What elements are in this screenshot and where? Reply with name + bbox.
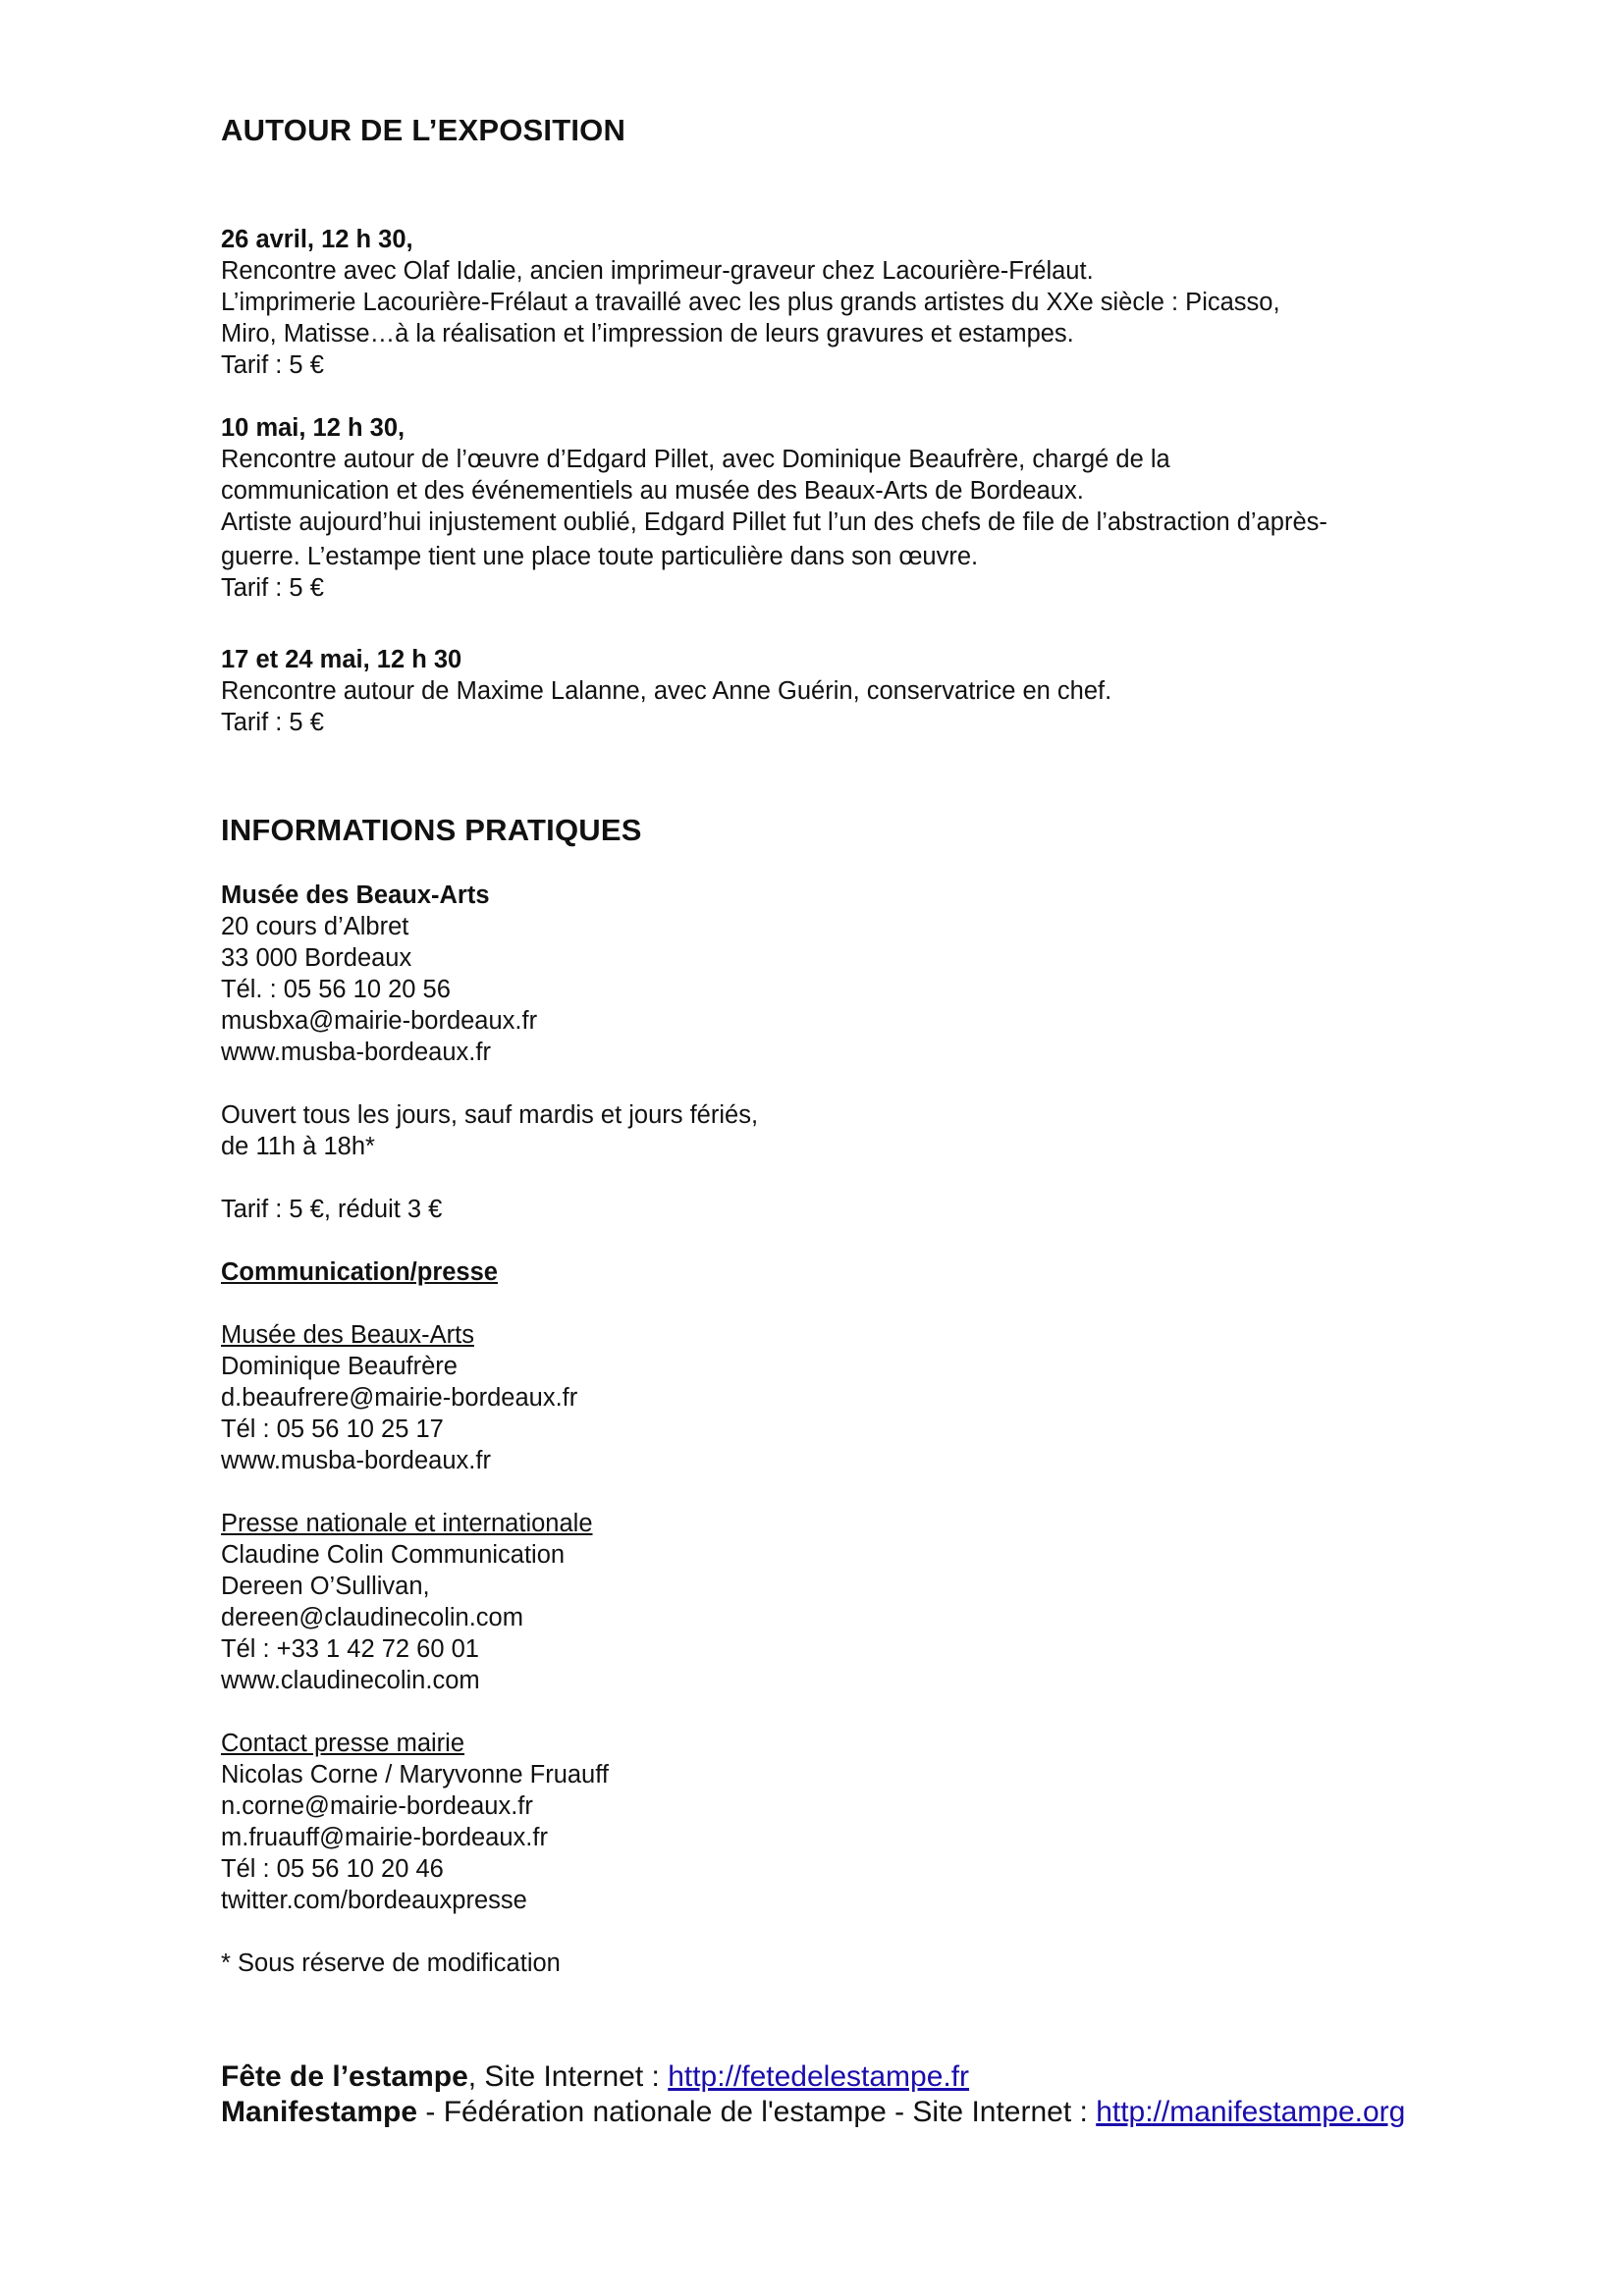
contact-line: twitter.com/bordeauxpresse	[221, 1887, 527, 1914]
event-price: Tarif : 5 €	[221, 351, 324, 379]
event-date: 17 et 24 mai, 12 h 30	[221, 646, 462, 673]
museum-name: Musée des Beaux-Arts	[221, 881, 490, 909]
contact-line: www.musba-bordeaux.fr	[221, 1447, 491, 1474]
museum-info	[221, 880, 537, 1068]
footer-line-manifestampe	[221, 2095, 1405, 2130]
hours-line: Ouvert tous les jours, sauf mardis et jours fériés,	[221, 1101, 759, 1129]
contact-line: Claudine Colin Communication	[221, 1541, 566, 1569]
section-heading-exposition: AUTOUR DE L’EXPOSITION	[221, 113, 626, 147]
opening-hours	[221, 1099, 758, 1162]
event-line: Miro, Matisse…à la réalisation et l’impression de leurs gravures et estampes.	[221, 320, 1074, 347]
contact-line: n.corne@mairie-bordeaux.fr	[221, 1792, 533, 1820]
contact-heading: Contact presse mairie	[221, 1730, 465, 1757]
contact-line: Dereen O’Sullivan,	[221, 1573, 430, 1600]
footer	[221, 2059, 1405, 2130]
contact-block-museum	[221, 1319, 577, 1476]
contact-line: Tél : 05 56 10 25 17	[221, 1415, 444, 1443]
footer-text: , Site Internet :	[467, 2060, 669, 2093]
email-line: musbxa@mairie-bordeaux.fr	[221, 1007, 538, 1035]
contact-line: Nicolas Corne / Maryvonne Fruauff	[221, 1761, 609, 1789]
event-date: 26 avril, 12 h 30,	[221, 226, 413, 253]
contact-line: m.fruauff@mairie-bordeaux.fr	[221, 1824, 548, 1851]
footer-bold-label: Manifestampe	[221, 2096, 418, 2128]
contact-line: Dominique Beaufrère	[221, 1353, 458, 1380]
address-line: 33 000 Bordeaux	[221, 944, 412, 972]
event-line: Rencontre autour de l’œuvre d’Edgard Pillet, avec Dominique Beaufrère, chargé de la	[221, 446, 1170, 473]
footer-line-fete	[221, 2059, 1405, 2095]
footer-bold-label: Fête de l’estampe	[221, 2060, 468, 2093]
section-heading-informations: INFORMATIONS PRATIQUES	[221, 813, 642, 847]
phone-line: Tél. : 05 56 10 20 56	[221, 976, 451, 1003]
tarif-line: Tarif : 5 €, réduit 3 €	[221, 1196, 443, 1223]
event-line: Artiste aujourd’hui injustement oublié, Edgard Pillet fut l’un des chefs de file de l’abstraction d’après-	[221, 508, 1327, 536]
footnote: * Sous réserve de modification	[221, 1949, 561, 1977]
footer-text: - Fédération nationale de l'estampe - Site Internet :	[417, 2096, 1097, 2128]
event-line: communication et des événementiels au musée des Beaux-Arts de Bordeaux.	[221, 477, 1084, 505]
contact-heading: Musée des Beaux-Arts	[221, 1321, 474, 1349]
event-line: Rencontre avec Olaf Idalie, ancien imprimeur-graveur chez Lacourière-Frélaut.	[221, 257, 1094, 285]
contact-line: d.beaufrere@mairie-bordeaux.fr	[221, 1384, 578, 1412]
event-line: Rencontre autour de Maxime Lalanne, avec Anne Guérin, conservatrice en chef.	[221, 677, 1112, 705]
event-line: guerre. L’estampe tient une place toute particulière dans son œuvre.	[221, 543, 979, 570]
website-line: www.musba-bordeaux.fr	[221, 1039, 491, 1066]
contact-heading: Presse nationale et internationale	[221, 1510, 593, 1537]
contact-line: Tél : +33 1 42 72 60 01	[221, 1635, 479, 1663]
event-3	[221, 644, 1111, 738]
event-2	[221, 412, 1327, 604]
event-price: Tarif : 5 €	[221, 574, 324, 602]
event-date: 10 mai, 12 h 30,	[221, 414, 406, 442]
contact-line: www.claudinecolin.com	[221, 1667, 480, 1694]
event-price: Tarif : 5 €	[221, 709, 324, 736]
fete-link[interactable]: http://fetedelestampe.fr	[668, 2060, 970, 2093]
press-heading: Communication/presse	[221, 1258, 498, 1286]
contact-line: dereen@claudinecolin.com	[221, 1604, 523, 1631]
contact-line: Tél : 05 56 10 20 46	[221, 1855, 444, 1883]
contact-block-press	[221, 1508, 593, 1696]
address-line: 20 cours d’Albret	[221, 913, 409, 940]
event-1	[221, 224, 1280, 381]
manifestampe-link[interactable]: http://manifestampe.org	[1096, 2096, 1406, 2128]
contact-block-mairie	[221, 1728, 609, 1916]
hours-line: de 11h à 18h*	[221, 1133, 375, 1160]
event-line: L’imprimerie Lacourière-Frélaut a travaillé avec les plus grands artistes du XXe siècle : Picasso,	[221, 289, 1280, 316]
